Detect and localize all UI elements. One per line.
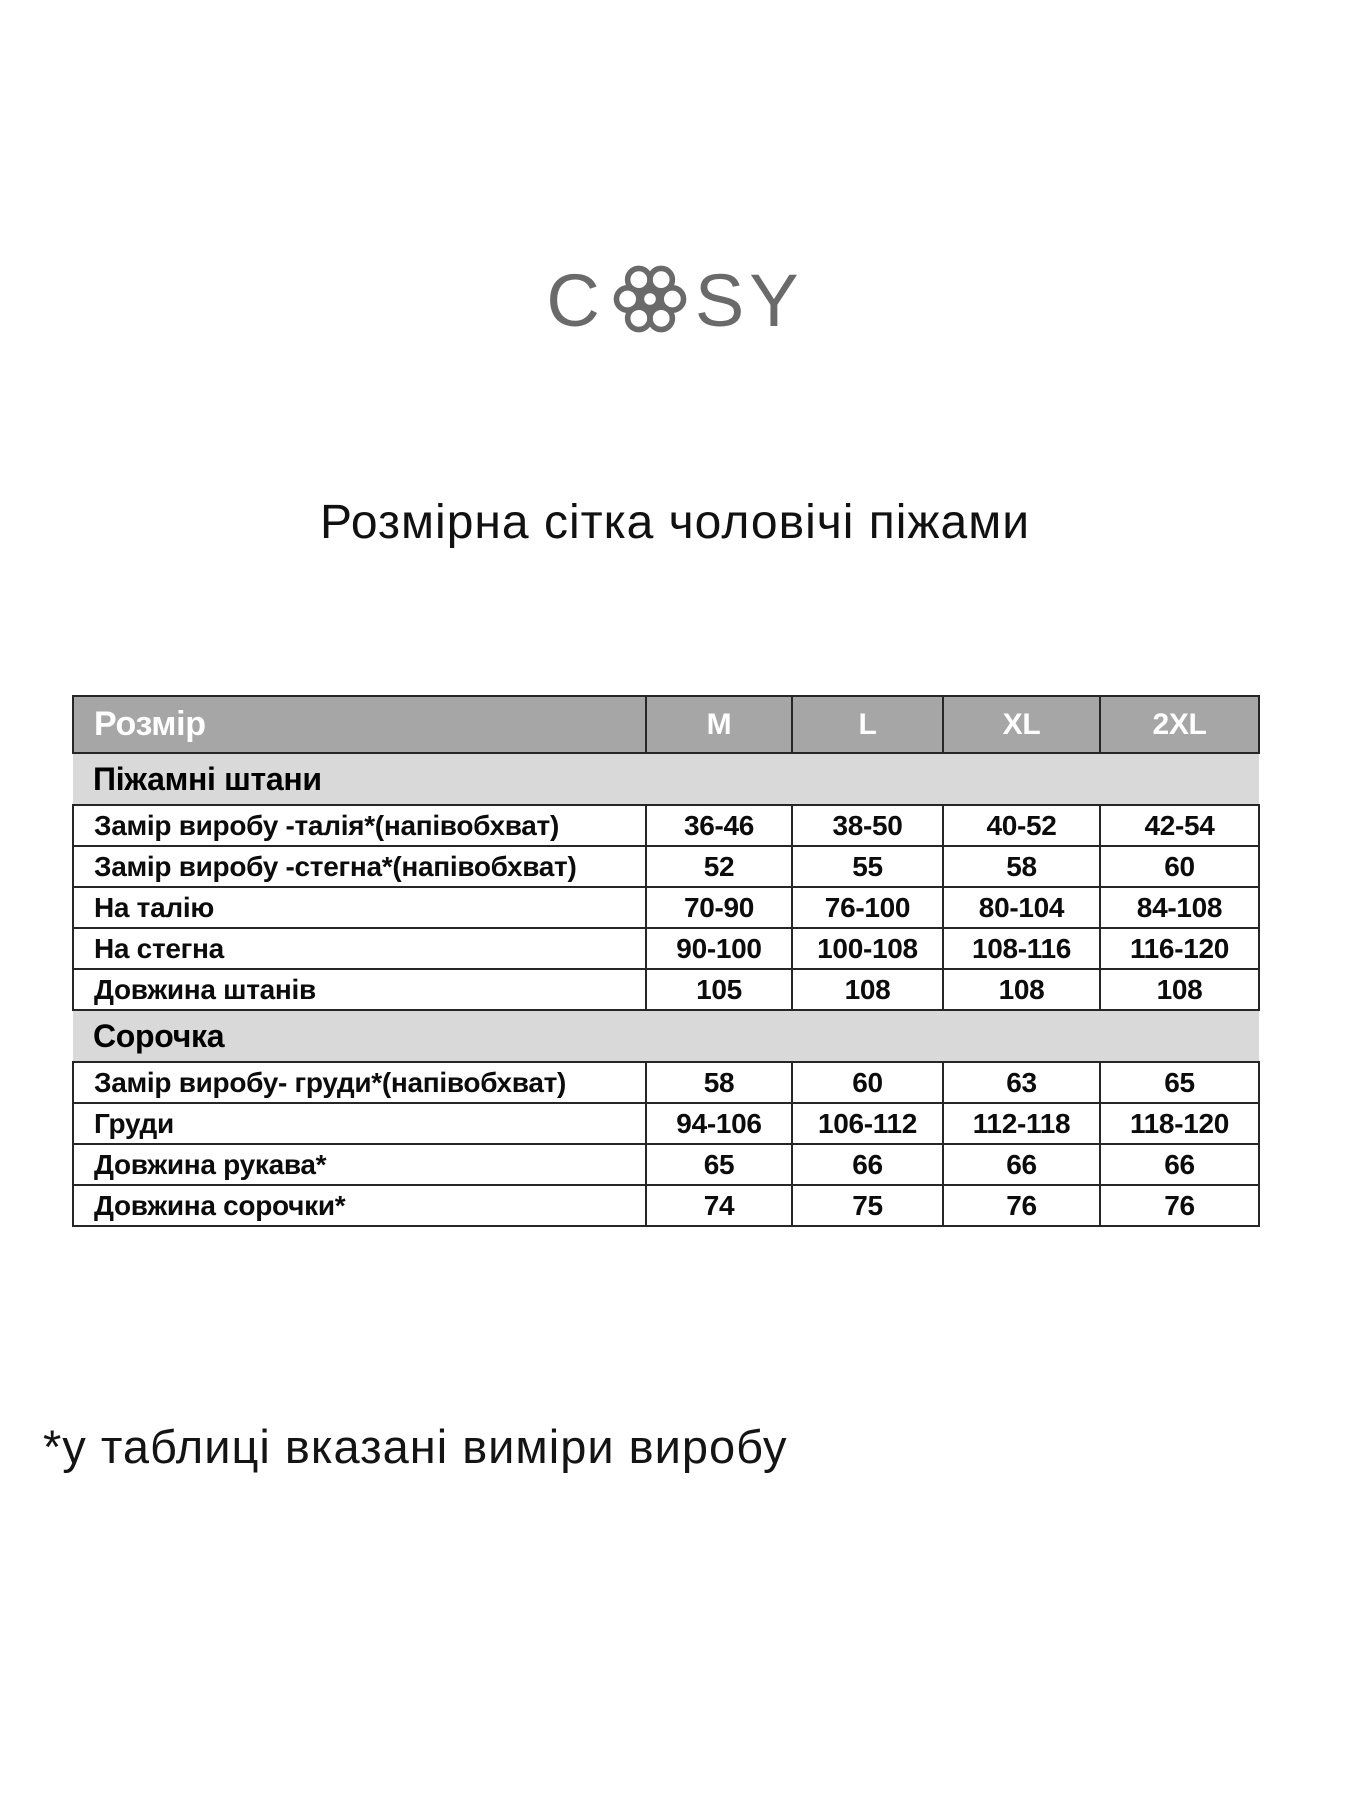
size-value: 105 — [646, 969, 792, 1010]
flower-icon — [607, 256, 693, 342]
header-size-xl: XL — [943, 696, 1100, 753]
size-value: 84-108 — [1100, 887, 1259, 928]
row-label: Замір виробу- груди*(напівобхват) — [73, 1062, 646, 1103]
size-value: 58 — [646, 1062, 792, 1103]
table-row — [73, 887, 1259, 928]
cosy-logo — [0, 256, 1350, 343]
size-value: 66 — [943, 1144, 1100, 1185]
row-label: На талію — [73, 887, 646, 928]
size-value: 116-120 — [1100, 928, 1259, 969]
footnote: *у таблиці вказані виміри виробу — [43, 1420, 788, 1473]
row-label: Довжина штанів — [73, 969, 646, 1010]
size-value: 38-50 — [792, 805, 943, 846]
size-value: 76-100 — [792, 887, 943, 928]
table-row — [73, 928, 1259, 969]
logo-letter-c: C — [546, 259, 605, 342]
header-size-l: L — [792, 696, 943, 753]
size-value: 70-90 — [646, 887, 792, 928]
table-row — [73, 805, 1259, 846]
table-row — [73, 846, 1259, 887]
size-value: 75 — [792, 1185, 943, 1226]
row-label: На стегна — [73, 928, 646, 969]
size-value: 42-54 — [1100, 805, 1259, 846]
size-value: 66 — [1100, 1144, 1259, 1185]
size-value: 100-108 — [792, 928, 943, 969]
size-chart — [72, 695, 1260, 1227]
size-value: 63 — [943, 1062, 1100, 1103]
size-value: 36-46 — [646, 805, 792, 846]
table-row — [73, 1103, 1259, 1144]
size-value: 80-104 — [943, 887, 1100, 928]
section-title: Сорочка — [73, 1010, 1259, 1062]
size-value: 90-100 — [646, 928, 792, 969]
size-chart-table — [72, 695, 1260, 1227]
size-value: 76 — [943, 1185, 1100, 1226]
table-row — [73, 1062, 1259, 1103]
size-value: 58 — [943, 846, 1100, 887]
size-value: 66 — [792, 1144, 943, 1185]
row-label: Довжина рукава* — [73, 1144, 646, 1185]
size-value: 76 — [1100, 1185, 1259, 1226]
size-value: 108 — [792, 969, 943, 1010]
size-value: 65 — [1100, 1062, 1259, 1103]
page-title: Розмірна сітка чоловічі піжами — [319, 496, 1031, 549]
size-value: 74 — [646, 1185, 792, 1226]
size-value: 108 — [1100, 969, 1259, 1010]
table-header-row — [73, 696, 1259, 753]
section-row-pants — [73, 753, 1259, 805]
size-value: 60 — [792, 1062, 943, 1103]
size-value: 108-116 — [943, 928, 1100, 969]
row-label: Довжина сорочки* — [73, 1185, 646, 1226]
header-size-2xl: 2XL — [1100, 696, 1259, 753]
table-row — [73, 1144, 1259, 1185]
header-size-m: M — [646, 696, 792, 753]
section-row-shirt — [73, 1010, 1259, 1062]
size-value: 106-112 — [792, 1103, 943, 1144]
table-row — [73, 969, 1259, 1010]
size-value: 40-52 — [943, 805, 1100, 846]
section-title: Піжамні штани — [73, 753, 1259, 805]
logo-letters-sy: SY — [694, 259, 804, 342]
size-value: 60 — [1100, 846, 1259, 887]
size-value: 55 — [792, 846, 943, 887]
size-value: 52 — [646, 846, 792, 887]
size-value: 118-120 — [1100, 1103, 1259, 1144]
size-value: 65 — [646, 1144, 792, 1185]
table-row — [73, 1185, 1259, 1226]
size-value: 108 — [943, 969, 1100, 1010]
header-size-label: Розмір — [73, 696, 646, 753]
size-value: 94-106 — [646, 1103, 792, 1144]
row-label: Замір виробу -стегна*(напівобхват) — [73, 846, 646, 887]
size-value: 112-118 — [943, 1103, 1100, 1144]
row-label: Замір виробу -талія*(напівобхват) — [73, 805, 646, 846]
row-label: Груди — [73, 1103, 646, 1144]
